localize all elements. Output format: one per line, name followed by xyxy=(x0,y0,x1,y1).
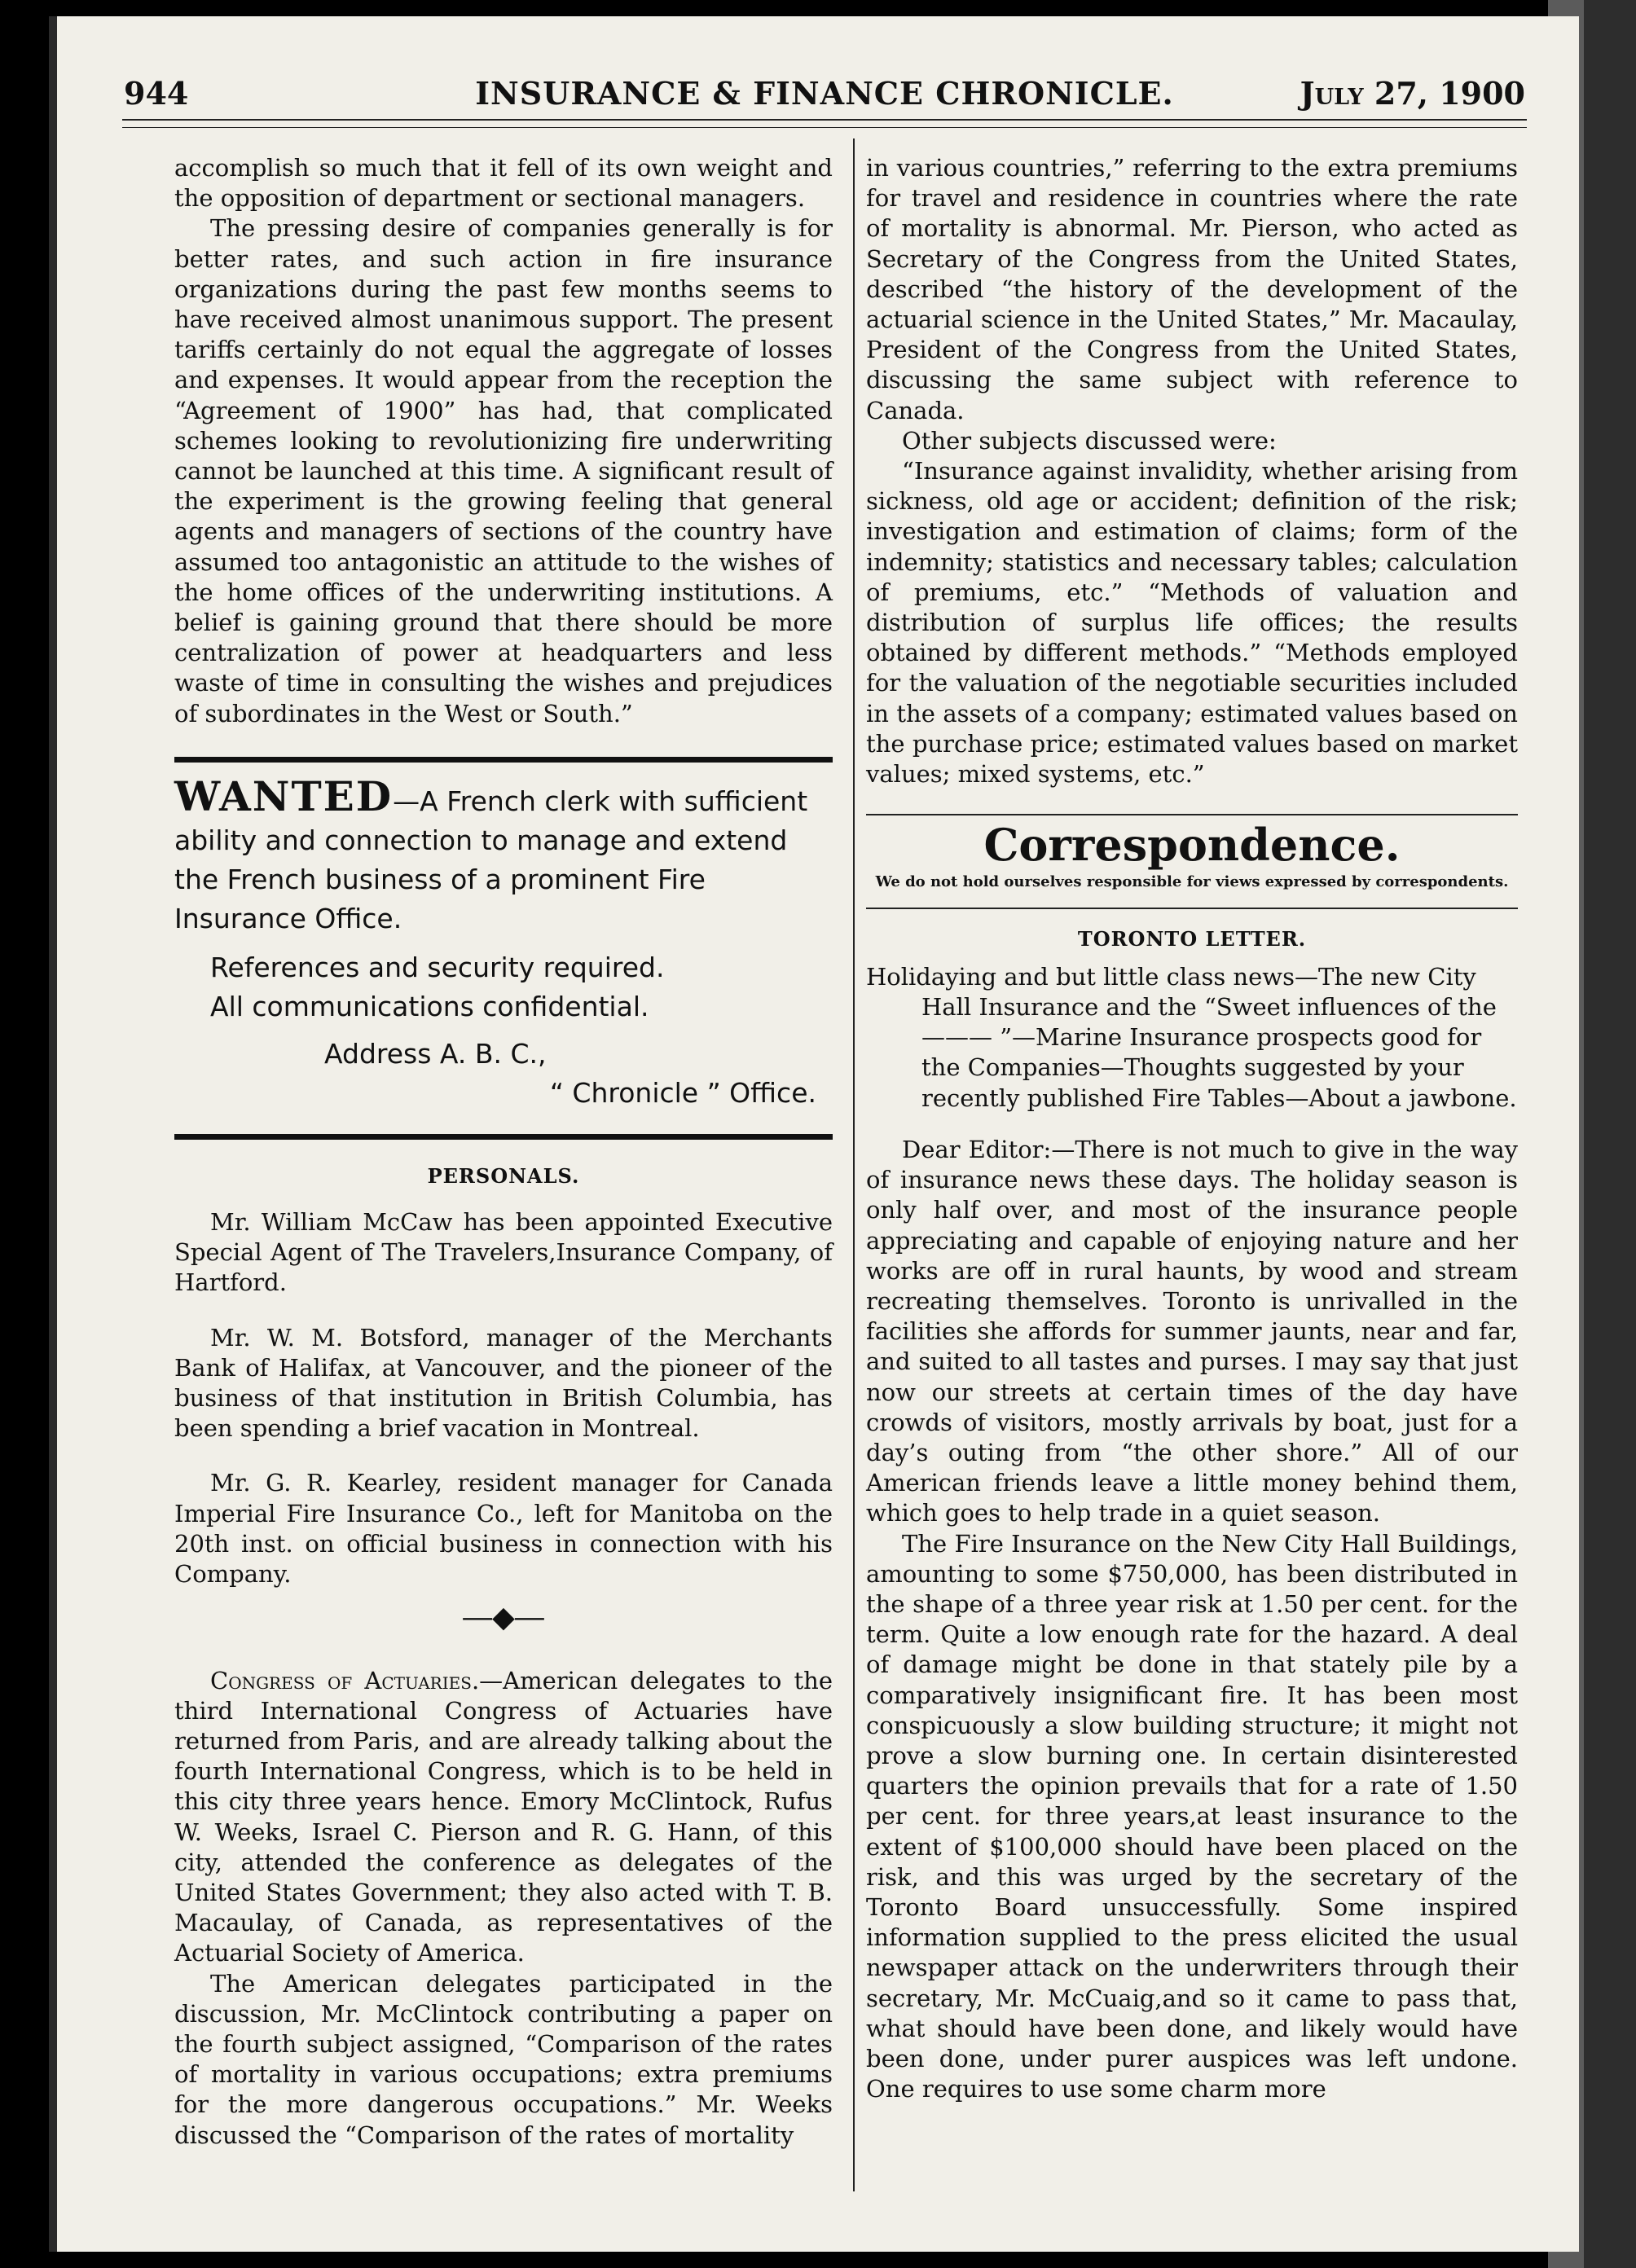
letter-synopsis: Holidaying and but little class news—The new City Hall Insurance and the “Sweet influences of the ——— ”—Marine Insurance prospects good for the Companies—Thoughts suggested by your recently published Fire Tables—About a jawbone. xyxy=(866,962,1517,1112)
article-paragraph: Other subjects discussed were: xyxy=(902,426,1277,455)
article-continuation: accomplish so much that it fell of its own weight and the opposition of department or sectional managers. xyxy=(174,154,833,213)
issue-date: July 27, 1900 xyxy=(1300,75,1525,112)
congress-lead: Congress of Actuaries. xyxy=(210,1666,480,1694)
wanted-body: —A French clerk with sufficient ability and connection to manage and extend the French business of a prominent Fire Insurance Office. xyxy=(174,785,808,934)
toronto-letter-heading: TORONTO LETTER. xyxy=(1077,926,1307,951)
wanted-confidential: All communications confidential. xyxy=(210,990,649,1022)
personals-heading: PERSONALS. xyxy=(427,1163,580,1188)
left-column xyxy=(174,153,833,2151)
personal-item: Mr. G. R. Kearley, resident manager for Canada Imperial Fire Insurance Co., left for Manitoba on the 20th inst. on official business in connection with his Company. xyxy=(174,1469,833,1589)
article-continuation: in various countries,” referring to the extra premiums for travel and residence in countries where the rate of mortality is abnormal. Mr. Pierson, who acted as Secretary of the Congress from the United States, described “the history of the development of the actuarial science in the United States,” Mr. Macaulay, President of the Congress from the United States, discussing the same subject with reference to Canada. xyxy=(866,154,1518,424)
header-rule xyxy=(122,119,1527,121)
page-header xyxy=(124,72,1525,121)
section-divider xyxy=(866,814,1518,815)
page-gutter-dark xyxy=(1584,0,1636,2268)
article-paragraph: “Insurance against invalidity, whether arising from sickness, old age or accident; definition of the risk; investigation and estimation of claims; form of the indemnity; statistics and necessary tables; calculation of premiums, etc.” “Methods of valuation and distribution of surplus life offices; the results obtained by different methods.” “Methods employed for the valuation of the negotiable securities included in the assets of a company; estimated values based on the purchase price; estimated values based on market values; mixed systems, etc.” xyxy=(866,457,1518,789)
publication-title: INSURANCE & FINANCE CHRONICLE. xyxy=(475,75,1174,112)
congress-paragraph-2: The American delegates participated in the discussion, Mr. McClintock contributing a paper on the fourth subject assigned, “Comparison of the rates of mortality in various occupations; extra premiums for the more dangerous occupations.” Mr. Weeks discussed the “Comparison of the rates of mortality xyxy=(174,1969,833,2149)
wanted-headline: WANTED xyxy=(174,771,394,820)
personal-item: Mr. W. M. Botsford, manager of the Merchants Bank of Halifax, at Vancouver, and the pioneer of the business of that institution in British Columbia, has been spending a brief vacation in Montreal. xyxy=(174,1323,833,1443)
ornament-divider: ―◆― xyxy=(463,1601,544,1635)
header-rule-secondary xyxy=(122,127,1527,128)
article-paragraph: The pressing desire of companies generally is for better rates, and such action in fire insurance organizations during the past few months seems to have received almost unanimous support. The present tariffs certainly do not equal the aggregate of losses and expenses. It would appear from the reception the “Agreement of 1900” has had, that complicated schemes looking to revolutionizing fire underwriting cannot be launched at this time. A significant result of the experiment is the growing feeling that general agents and managers of sections of the country have assumed too antagonistic an attitude to the wishes of the home offices of the underwriting institutions. A belief is gaining ground that there should be more centralization of power at headquarters and less waste of time in consulting the wishes and prejudices of subordinates in the West or South.” xyxy=(174,214,833,727)
wanted-office: “ Chronicle ” Office. xyxy=(549,1076,816,1109)
correspondence-heading: Correspondence. xyxy=(983,819,1401,872)
letter-paragraph: The Fire Insurance on the New City Hall Buildings, amounting to some $750,000, has been distributed in the shape of a three year risk at 1.50 per cent. for the term. Quite a low enough rate for the hazard. A deal of damage might be done in that stately pile by a comparatively insignificant fire. It has been most conspicuously a slow building structure; it might not prove a slow burning one. In certain disinterested quarters the opinion prevails that for a rate of 1.50 per cent. for three years,at least insurance to the extent of $100,000 should have been placed on the risk, and this was urged by the secretary of the Toronto Board unsuccessfully. Some inspired information supplied to the press elicited the usual newspaper attack on the underwriters through their secretary, Mr. McCuaig,and so it came to pass that, what should have been done, and likely would have been done, under purer auspices was left undone. One requires to use some charm more xyxy=(866,1529,1518,2103)
page-number: 944 xyxy=(124,75,189,112)
wanted-references: References and security required. xyxy=(210,951,665,983)
section-divider xyxy=(174,1134,833,1140)
column-divider xyxy=(853,138,855,2191)
section-divider xyxy=(174,757,833,763)
right-column xyxy=(866,153,1518,2104)
wanted-advertisement xyxy=(174,771,833,1113)
personal-item: Mr. William McCaw has been appointed Executive Special Agent of The Travelers,Insurance Company, of Hartford. xyxy=(174,1208,833,1297)
letter-paragraph: Dear Editor:—There is not much to give in the way of insurance news these days. The holiday season is only half over, and most of the insurance people appreciating and capable of enjoying nature and her works are off in rural haunts, by wood and stream recreating themselves. Toronto is unrivalled in the facilities she affords for summer jaunts, near and far, and suited to all tastes and purses. I may say that just now our streets at certain times of the day have crowds of visitors, mostly arrivals by boat, just for a day’s outing from “the other shore.” All of our American friends leave a little money behind them, which goes to help trade in a quiet season. xyxy=(866,1135,1518,1527)
congress-paragraph: Congress of Actuaries.—American delegates to the third International Congress of Actuaries have returned from Paris, and are already talking about the fourth International Congress, which is to be held in this city three years hence. Emory McClintock, Rufus W. Weeks, Israel C. Pierson and R. G. Hann, of this city, attended the conference as delegates of the United States Government; they also acted with T. B. Macaulay, of Canada, as representatives of the Actuarial Society of America. xyxy=(174,1666,833,1967)
correspondence-disclaimer: We do not hold ourselves responsible for views expressed by correspondents. xyxy=(875,873,1509,891)
section-divider xyxy=(866,908,1518,909)
wanted-address: Address A. B. C., xyxy=(324,1037,547,1070)
